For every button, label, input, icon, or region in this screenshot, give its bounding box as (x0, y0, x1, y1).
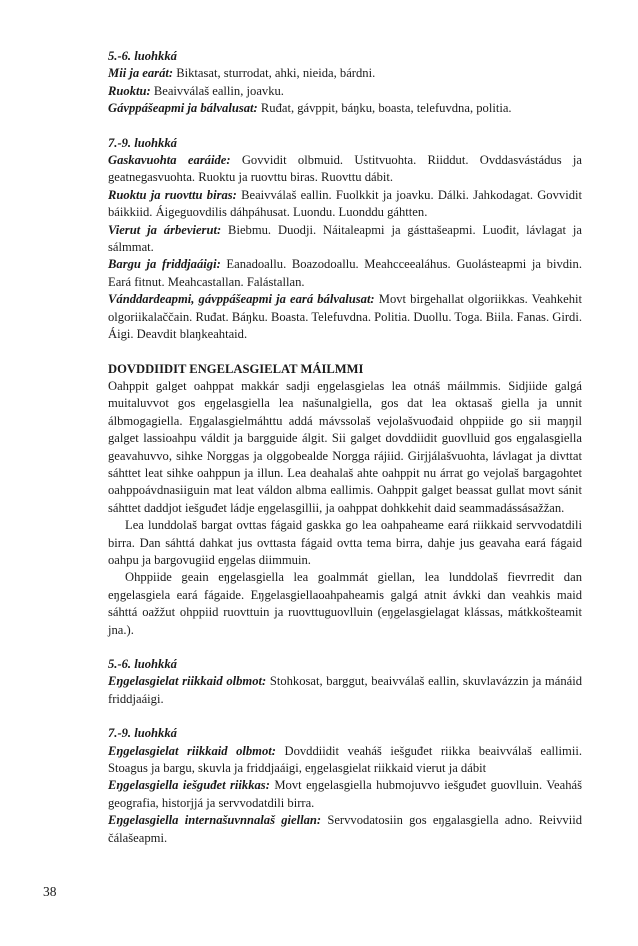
topic-text: Stohkosat, barggut, beaivválaš eallin, skuvlavázzin ja mánáid friddjaáigi. (108, 674, 582, 706)
topic-text: Eanadoallu. Boazodoallu. Meahcceealáhus. Guolásteapmi ja bivdin. Eará fitnut. Meahcastallan. Falástallan. (108, 257, 582, 289)
topic-label: Bargu ja friddjaáigi: (108, 257, 221, 272)
topic-text: Movt birgehallat olgoriikkas. Veahkehit olgoriikalaččain. Ruđat. Báŋku. Boasta. Telefuvdna. Politia. Duollu. Toga. Biila. Fanas. Girdi. Áigi. Deavdit blaŋkeahtaid. (108, 292, 583, 342)
topic-item (108, 812, 582, 847)
section-heading: 7.-9. luohkká (108, 135, 177, 150)
topic-label: Vánddardeapmi, gávppášeapmi ja eará bálvalusat: (108, 292, 375, 307)
body-paragraph: Ohppiide geain eŋgelasgiella lea goalmmát giellan, lea lunddolaš fievrredit dan eŋgelasgiela eará fágaide. Eŋgelasgiellaoahpaheamis galgá atnit ávkki dan veahkis maid sáhttá oažžut ohppiid ruovttuin ja ruovttuguovlluin (eŋgelasgielagat klássas, mátkkošteamit jna.). (108, 570, 582, 637)
topic-item (108, 222, 582, 257)
chapter-heading: DOVDDIIDIT ENGELASGIELAT MÁILMMI (108, 361, 364, 376)
topic-text: Ruđat, gávppit, báŋku, boasta, telefuvdna, politia. (257, 101, 512, 116)
topic-item (108, 100, 582, 117)
topic-label: Eŋgelasgiella iešguđet riikkas: (108, 778, 270, 793)
topic-text: Dovddiidit veaháš iešguđet riikka beaivválaš eallimii. Stoagus ja bargu, skuvla ja friddjaáigi, eŋgelasgielat riikkaid vierut ja dábit (108, 743, 583, 776)
topic-text: Beaivválaš eallin. Fuolkkit ja joavku. Dálki. Jahkodagat. Govvidit báikkiid. Áigeguovdilis dáhpáhusat. Luondu. Luonddu gáhtten. (108, 187, 582, 220)
topic-item (108, 291, 582, 343)
topic-text: Govvidit olbmuid. Ustitvuohta. Riiddut. Ovddasvástádus ja geatnegasvuohta. Ruoktu ja ruovttu biras. Ruovttu dábit. (108, 153, 583, 185)
spacer (108, 708, 582, 725)
topic-item (108, 256, 582, 291)
topic-text: Biebmu. Duodji. Náitaleapmi ja gásttašeapmi. Luođit, lávlagat ja sálmmat. (108, 222, 582, 255)
spacer (108, 118, 582, 135)
topic-label: Ruoktu: (108, 83, 151, 98)
topic-text: Beaivválaš eallin, joavku. (150, 83, 284, 98)
body-paragraph: Lea lunddolaš bargat ovttas fágaid gaskka go lea oahpaheame eará riikkaid servvodatdili birra. Dan sáhttá dahkat jus ovttasta fágaid ovtta tema birra, dahje jus geavaha eará fágaid oahpu ja bargovugiid eŋgelas diimmuin. (108, 518, 582, 567)
section-heading: 7.-9. luohkká (108, 726, 177, 741)
topic-label: Vierut ja árbevierut: (108, 222, 222, 237)
section-heading: 5.-6. luohkká (108, 49, 177, 63)
topic-text: Servvodatosiin gos eŋgalasgiella adno. Reivviid čálašeapmi. (108, 813, 583, 845)
section-heading: 5.-6. luohkká (108, 657, 177, 671)
topic-label: Ruoktu ja ruovttu biras: (108, 187, 237, 202)
topic-item (108, 777, 582, 812)
topic-label: Mii ja earát: (108, 66, 174, 81)
topic-item (108, 65, 582, 82)
topic-item (108, 152, 582, 187)
topic-text: Movt eŋgelasgiella hubmojuvvo iešguđet guovlluin. Veaháš geografia, historjjá ja servvodatdili birra. (108, 778, 582, 810)
topic-item (108, 187, 582, 222)
topic-label: Eŋgelasgielat riikkaid olbmot: (108, 743, 276, 758)
topic-text: Biktasat, sturrodat, ahki, nieida, bárdni. (173, 66, 376, 81)
topic-item (108, 743, 582, 778)
spacer (108, 344, 582, 361)
spacer (108, 639, 582, 656)
page-content (108, 48, 582, 847)
topic-label: Eŋgelasgielat riikkaid olbmot: (108, 674, 267, 689)
body-paragraph: Oahppit galget oahppat makkár sadji eŋgelasgielas lea otnáš máilmmis. Sidjiide galgá muitaluvvot gos eŋgelasgiella lea našunalgiella, gos dat lea oktasaš giella ja unnit álbmogagiella. Eŋgalasgielmáhttu addá mávssolaš vejolašvuođaid ohppiide go sii maŋŋil galget lassioahpu váldit ja bargguide álgit. Sii galget dovddiidit guovlluid gos eŋgalasgiella geavahuvvo, sihke Norggas ja olggobealde Norgga rájiid. Girjjálašvuohta, lávlagat ja divttat sáhttet leat sihke oahppun ja illun. Lea deahalaš ahte oahppit nu árrat go vejolaš bargagohtet oahppoávdnasiiguin mat leat váldon albma eallimis. Oahppit galget beassat gullat movt sánit sáhttet daddjot iešguđet ládje eŋgelasgillii, ja oahppat dohkkehit daid seammadássásažžan. (108, 378, 582, 515)
page-number: 38 (43, 884, 57, 899)
topic-label: Eŋgelasgiella internašuvnnalaš giellan: (108, 813, 322, 828)
topic-item (108, 673, 582, 708)
topic-label: Gaskavuohta earáide: (108, 153, 231, 168)
topic-label: Gávppášeapmi ja bálvalusat: (108, 101, 258, 116)
topic-item (108, 83, 582, 100)
